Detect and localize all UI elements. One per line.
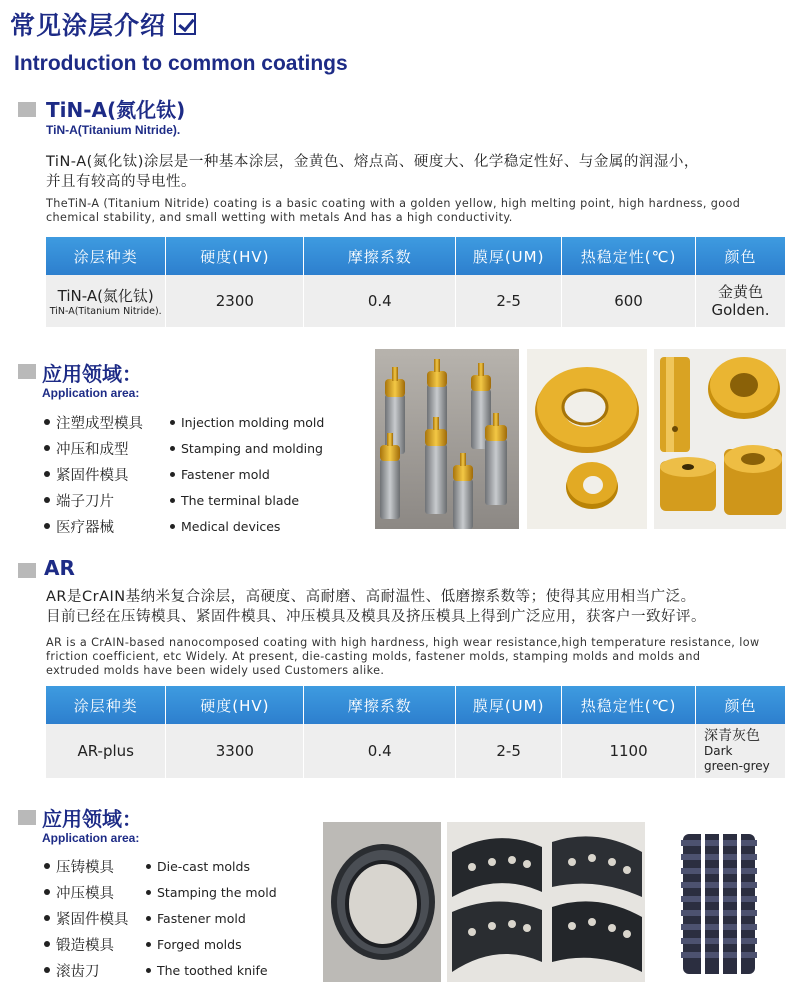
- gold-bushings-photo: [654, 349, 786, 529]
- header-coating-type: 涂层种类: [46, 686, 166, 724]
- table-row: [46, 724, 786, 778]
- bullet-icon: [170, 420, 175, 425]
- cell-color: [696, 724, 786, 778]
- tin-description-cn: [46, 152, 699, 192]
- section-marker-icon: [18, 810, 36, 825]
- list-item: [44, 853, 129, 879]
- bullet-icon: [44, 523, 50, 529]
- list-item: [44, 513, 143, 539]
- cell-color-en-1: Dark: [704, 743, 733, 758]
- table-row: [46, 275, 786, 327]
- list-item: [146, 931, 277, 957]
- bullet-icon: [44, 497, 50, 503]
- header-hardness: 硬度(HV): [166, 686, 304, 724]
- cell-coating-type: AR-plus: [46, 724, 166, 778]
- list-item-cn: 冲压和成型: [56, 441, 129, 458]
- cell-type-sub: TiN-A(Titanium Nitride).: [49, 306, 162, 317]
- header-color: 颜色: [695, 237, 785, 275]
- ar-description-cn: [46, 587, 706, 627]
- bullet-icon: [146, 890, 151, 895]
- list-item: [146, 957, 277, 983]
- bullet-icon: [44, 967, 50, 973]
- list-item-cn: 医疗器械: [56, 519, 114, 536]
- list-item-en: Stamping the mold: [157, 884, 277, 900]
- list-item-cn: 滚齿刀: [56, 963, 100, 980]
- page-title: [10, 6, 196, 42]
- app2-title: 应用领域：: [42, 807, 142, 831]
- app1-list-en: [170, 409, 324, 539]
- list-item-cn: 冲压模具: [56, 885, 114, 902]
- page-subtitle: Introduction to common coatings: [14, 52, 348, 75]
- list-item: [170, 487, 324, 513]
- bullet-icon: [44, 889, 50, 895]
- tin-desc-cn-line1: TiN-A(氮化钛)涂层是一种基本涂层，金黄色、熔点高、硬度大、化学稳定性好、与金属的润湿小，: [46, 154, 699, 170]
- bullet-icon: [170, 524, 175, 529]
- dark-ring-photo: [323, 822, 441, 982]
- cell-color: [695, 275, 785, 327]
- app1-title: 应用领域：: [42, 362, 142, 386]
- bullet-icon: [44, 471, 50, 477]
- tin-section-title: TiN-A(氮化钛): [46, 98, 186, 122]
- list-item-cn: 端子刀片: [56, 493, 114, 510]
- list-item-en: Fastener mold: [157, 910, 246, 926]
- header-friction: 摩擦系数: [304, 237, 456, 275]
- header-color: 颜色: [696, 686, 786, 724]
- ar-spec-table: [46, 686, 786, 778]
- list-item: [170, 513, 324, 539]
- list-item-cn: 注塑成型模具: [56, 415, 143, 432]
- header-hardness: 硬度(HV): [166, 237, 304, 275]
- bullet-icon: [44, 419, 50, 425]
- bullet-icon: [170, 446, 175, 451]
- bullet-icon: [146, 968, 151, 973]
- list-item: [170, 409, 324, 435]
- list-item: [44, 957, 129, 983]
- ar-desc-cn-line1: AR是CrAIN基纳米复合涂层，高硬度、高耐磨、高耐温性、低磨擦系数等；使得其应用相当广泛。: [46, 589, 696, 605]
- list-item-en: The toothed knife: [157, 962, 268, 978]
- tin-desc-en-line2: chemical stability, and small wetting with metals And has a high conductivity.: [46, 211, 513, 224]
- cell-thermal: 600: [562, 275, 696, 327]
- gear-hob-photo: [651, 822, 786, 982]
- bullet-icon: [44, 941, 50, 947]
- list-item-cn: 压铸模具: [56, 859, 114, 876]
- section-marker-icon: [18, 102, 36, 117]
- cell-thickness: 2-5: [456, 724, 562, 778]
- section-marker-icon: [18, 563, 36, 578]
- list-item-en: Medical devices: [181, 518, 281, 534]
- list-item-cn: 锻造模具: [56, 937, 114, 954]
- tin-section-subtitle: TiN-A(Titanium Nitride).: [46, 123, 181, 137]
- app1-subtitle: Application area:: [42, 386, 140, 400]
- list-item-en: Forged molds: [157, 936, 242, 952]
- app1-list-cn: [44, 409, 143, 539]
- list-item: [44, 931, 129, 957]
- bullet-icon: [170, 498, 175, 503]
- list-item: [170, 461, 324, 487]
- section-marker-icon: [18, 364, 36, 379]
- ar-section-title: AR: [44, 556, 75, 580]
- list-item: [44, 409, 143, 435]
- header-thermal: 热稳定性(℃): [562, 686, 696, 724]
- list-item: [146, 879, 277, 905]
- ar-desc-en-line3: extruded molds have been widely used Customers alike.: [46, 664, 385, 677]
- list-item-cn: 紧固件模具: [56, 467, 129, 484]
- cell-hardness: 3300: [166, 724, 304, 778]
- cell-type-main: TiN-A(氮化钛): [57, 287, 154, 305]
- cell-thickness: 2-5: [456, 275, 562, 327]
- cell-color-en-2: green-grey: [704, 758, 770, 773]
- cell-color-cn: 金黄色: [717, 283, 763, 301]
- checkbox-icon: [174, 13, 196, 35]
- list-item: [44, 487, 143, 513]
- bullet-icon: [44, 915, 50, 921]
- header-thickness: 膜厚(UM): [456, 237, 562, 275]
- tin-description-en: [46, 197, 794, 225]
- list-item: [146, 905, 277, 931]
- table-header-row: [46, 237, 786, 275]
- gold-ring-photo: [527, 349, 647, 529]
- gold-pins-photo: [375, 349, 519, 529]
- list-item-en: Die-cast molds: [157, 858, 250, 874]
- list-item-en: Injection molding mold: [181, 414, 325, 430]
- table-header-row: [46, 686, 786, 724]
- ar-description-en: [46, 636, 794, 678]
- cell-color-en: Golden.: [711, 301, 770, 319]
- header-thermal: 热稳定性(℃): [562, 237, 696, 275]
- ar-desc-cn-line2: 目前已经在压铸模具、紧固件模具、冲压模具及模具及挤压模具上得到广泛应用，获客户一致好评。: [46, 609, 706, 625]
- list-item-cn: 紧固件模具: [56, 911, 129, 928]
- app2-list-en: [146, 853, 277, 983]
- list-item: [170, 435, 324, 461]
- header-thickness: 膜厚(UM): [456, 686, 562, 724]
- header-friction: 摩擦系数: [304, 686, 456, 724]
- bullet-icon: [44, 445, 50, 451]
- cell-color-cn: 深青灰色: [704, 727, 760, 744]
- bullet-icon: [44, 863, 50, 869]
- list-item: [44, 461, 143, 487]
- cell-friction: 0.4: [304, 724, 456, 778]
- bullet-icon: [146, 942, 151, 947]
- list-item-en: Stamping and molding: [181, 440, 323, 456]
- dark-molds-photo: [447, 822, 645, 982]
- cell-coating-type: [46, 275, 166, 327]
- ar-desc-en-line2: friction coefficient, etc Widely. At present, die-casting molds, fastener molds, stamping molds and molds and: [46, 650, 701, 663]
- header-coating-type: 涂层种类: [46, 237, 166, 275]
- tin-desc-en-line1: TheTiN-A (Titanium Nitride) coating is a basic coating with a golden yellow, high melting point, high hardness, good: [46, 197, 741, 210]
- list-item: [146, 853, 277, 879]
- list-item-en: The terminal blade: [181, 492, 300, 508]
- app2-subtitle: Application area:: [42, 831, 140, 845]
- ar-desc-en-line1: AR is a CrAIN-based nanocomposed coating with high hardness, high wear resistance,high temperature resistance, low: [46, 636, 760, 649]
- bullet-icon: [170, 472, 175, 477]
- app2-list-cn: [44, 853, 129, 983]
- list-item: [44, 905, 129, 931]
- bullet-icon: [146, 916, 151, 921]
- tin-desc-cn-line2: 并且有较高的导电性。: [46, 174, 196, 190]
- cell-friction: 0.4: [304, 275, 456, 327]
- page-title-text: 常见涂层介绍: [10, 11, 167, 40]
- cell-thermal: 1100: [562, 724, 696, 778]
- list-item: [44, 879, 129, 905]
- cell-hardness: 2300: [166, 275, 304, 327]
- tin-spec-table: [46, 237, 786, 327]
- list-item: [44, 435, 143, 461]
- bullet-icon: [146, 864, 151, 869]
- list-item-en: Fastener mold: [181, 466, 270, 482]
